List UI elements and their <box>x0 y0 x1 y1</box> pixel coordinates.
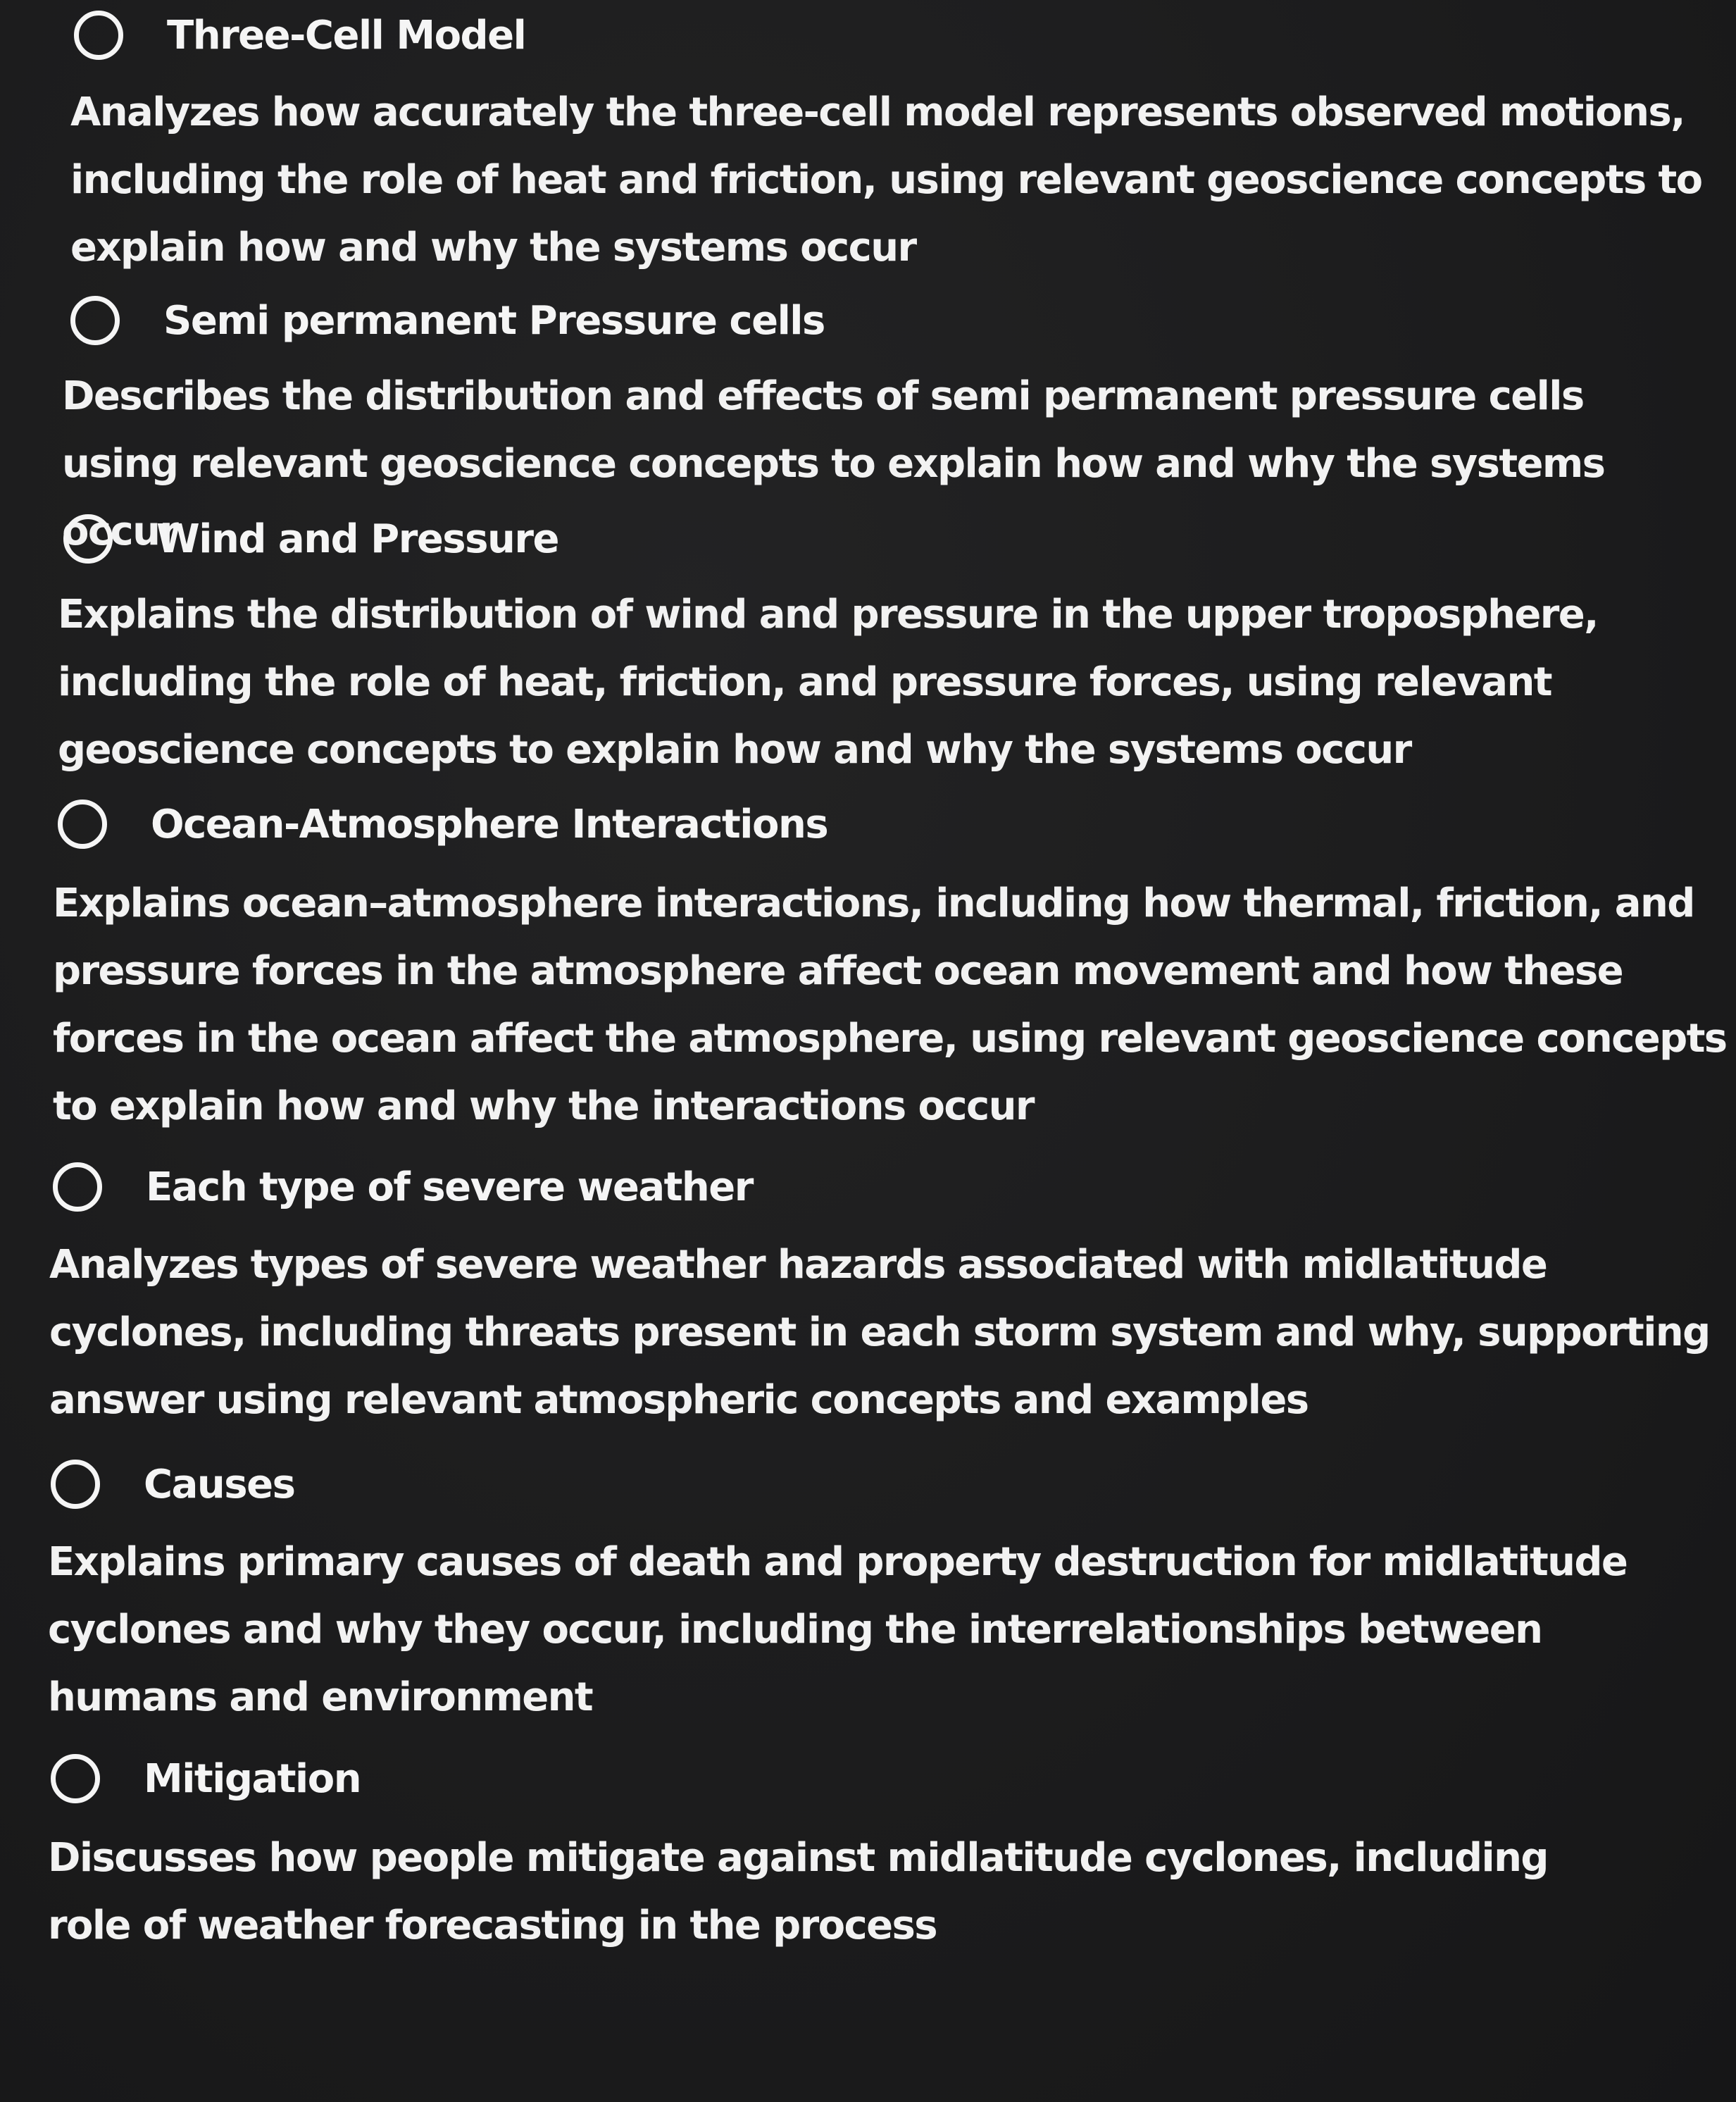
option-causes[interactable] <box>51 1453 294 1516</box>
option-description: Explains the distribution of wind and pressure in the upper troposphere, including the role of heat, friction, and pressure forces, using relevant geoscience concepts to explain how and why the systems occur <box>58 592 1598 773</box>
option-label: Each type of severe weather <box>146 1164 753 1210</box>
radio-button[interactable] <box>58 800 107 849</box>
option-label: Semi permanent Pressure cells <box>163 297 825 344</box>
radio-button[interactable] <box>70 296 120 345</box>
radio-button[interactable] <box>63 514 113 564</box>
option-label: Causes <box>144 1461 295 1507</box>
option-each-type-of-severe-weather[interactable] <box>53 1155 753 1219</box>
option-three-cell-model[interactable] <box>74 4 525 67</box>
option-description: Analyzes types of severe weather hazards associated with midlatitude cyclones, including threats present in each storm system and why, supporting answer using relevant atmospheric concepts and examples <box>49 1242 1710 1423</box>
option-label: Three-Cell Model <box>167 12 526 58</box>
option-description: Explains ocean–atmosphere interactions, including how thermal, friction, and pressure forces in the atmosphere affect ocean movement and how these forces in the ocean affect the atmosphere, using relevant geoscience concepts to explain how and why the interactions occur <box>53 881 1727 1129</box>
option-description: Analyzes how accurately the three-cell model represents observed motions, including the role of heat and friction, using relevant geoscience concepts to explain how and why the systems occur <box>70 89 1702 270</box>
option-semi-permanent-pressure-cells[interactable] <box>70 289 825 352</box>
option-mitigation[interactable] <box>51 1747 361 1810</box>
option-description: Describes the distribution and effects of semi permanent pressure cells using relevant geoscience concepts to explain how and why the systems occur <box>62 373 1605 554</box>
option-description: Discusses how people mitigate against midlatitude cyclones, including role of weather forecasting in the process <box>48 1835 1548 1948</box>
option-ocean-atmosphere-interactions[interactable] <box>58 792 828 856</box>
option-wind-and-pressure[interactable] <box>63 507 558 571</box>
option-label: Mitigation <box>144 1755 361 1802</box>
option-description: Explains primary causes of death and property destruction for midlatitude cyclones and why they occur, including the interrelationships between humans and environment <box>48 1539 1628 1720</box>
radio-button[interactable] <box>51 1754 100 1803</box>
option-label: Ocean-Atmosphere Interactions <box>151 801 828 847</box>
radio-button[interactable] <box>74 11 123 60</box>
option-label: Wind and Pressure <box>156 516 558 562</box>
radio-button[interactable] <box>53 1162 102 1212</box>
radio-button[interactable] <box>51 1460 100 1509</box>
